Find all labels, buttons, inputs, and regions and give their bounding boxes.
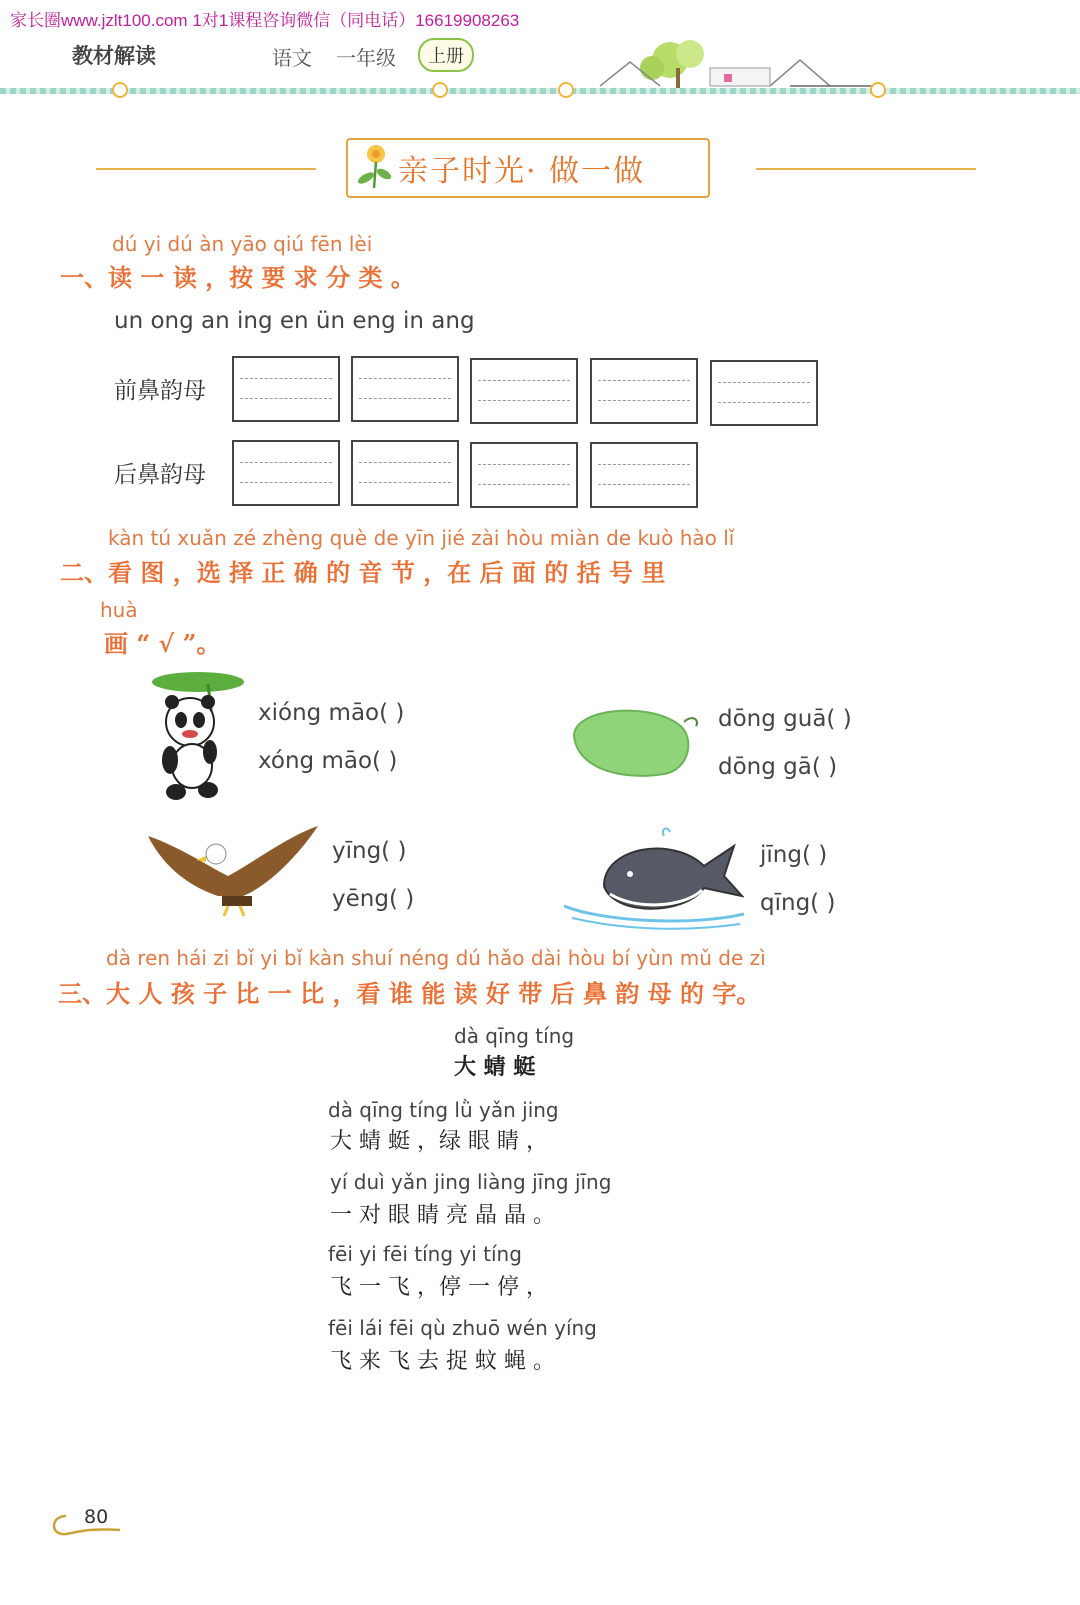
header-dot-2	[432, 82, 448, 98]
q2-pinyin: kàn tú xuǎn zé zhèng què de yīn jié zài hòu miàn de kuò hào lǐ	[108, 526, 735, 550]
answer-box-front-1[interactable]	[232, 356, 340, 422]
panda-illustration	[148, 670, 248, 804]
page-number: 80	[84, 1506, 109, 1528]
answer-box-front-5[interactable]	[710, 360, 818, 426]
header-dot-1	[112, 82, 128, 98]
poem-line-3-pinyin: fēi yi fēi tíng yi tíng	[328, 1242, 522, 1266]
q2-title-2: 画 “ √ ”。	[104, 629, 221, 658]
option-melon-b[interactable]: dōng gā( )	[718, 754, 838, 780]
poem-line-1: 大 蜻 蜓 ，绿 眼 睛 ，	[330, 1129, 548, 1154]
poem-title: 大 蜻 蜓	[454, 1054, 536, 1080]
banner-title: 亲子时光· 做一做	[398, 154, 646, 189]
header-book-title: 教材解读	[72, 44, 156, 68]
poem-line-4: 飞 来 飞 去 捉 蚊 蝇 。	[330, 1349, 555, 1374]
q1-title: 一、读 一 读 ，按 要 求 分 类 。	[60, 263, 415, 292]
header-divider	[0, 88, 1080, 94]
poem-line-4-pinyin: fēi lái fēi qù zhuō wén yíng	[328, 1316, 597, 1340]
back-nasal-label: 后鼻韵母	[114, 462, 206, 488]
header-dot-3	[558, 82, 574, 98]
answer-box-back-2[interactable]	[351, 440, 459, 506]
header-dot-4	[870, 82, 886, 98]
header-volume-badge: 上册	[418, 38, 474, 72]
watermark-text: 家长圈www.jzlt100.com 1对1课程咨询微信（同电话）16619908263	[10, 11, 520, 30]
option-whale-a[interactable]: jīng( )	[760, 842, 828, 868]
answer-box-back-3[interactable]	[470, 442, 578, 508]
q3-title: 三、大 人 孩 子 比 一 比 ，看 谁 能 读 好 带 后 鼻 韵 母 的 字。	[58, 979, 761, 1008]
q1-pinyin: dú yi dú àn yāo qiú fēn lèi	[112, 232, 373, 256]
option-panda-a[interactable]: xióng māo( )	[258, 700, 405, 726]
answer-box-front-4[interactable]	[590, 358, 698, 424]
answer-box-front-2[interactable]	[351, 356, 459, 422]
banner-rule-right	[756, 168, 976, 170]
option-panda-b[interactable]: xóng māo( )	[258, 748, 398, 774]
banner-rule-left	[96, 168, 316, 170]
header-subject: 语文	[272, 46, 312, 70]
answer-box-back-4[interactable]	[590, 442, 698, 508]
poem-title-pinyin: dà qīng tíng	[454, 1024, 575, 1048]
q2-title: 二、看 图 ，选 择 正 确 的 音 节 ，在 后 面 的 括 号 里	[60, 558, 666, 587]
winter-melon-illustration	[568, 700, 708, 782]
option-eagle-a[interactable]: yīng( )	[332, 838, 407, 864]
q1-finals-list: un ong an ing en ün eng in ang	[114, 308, 475, 334]
flower-icon	[354, 140, 394, 192]
answer-box-front-3[interactable]	[470, 358, 578, 424]
answer-box-back-1[interactable]	[232, 440, 340, 506]
q2-pinyin-2: huà	[100, 598, 138, 622]
option-whale-b[interactable]: qīng( )	[760, 890, 836, 916]
poem-line-2-pinyin: yí duì yǎn jing liàng jīng jīng	[330, 1170, 612, 1194]
front-nasal-label: 前鼻韵母	[114, 378, 206, 404]
eagle-illustration	[148, 826, 318, 918]
option-melon-a[interactable]: dōng guā( )	[718, 706, 852, 732]
header-landscape-illustration	[590, 38, 880, 90]
poem-line-1-pinyin: dà qīng tíng lǜ yǎn jing	[328, 1098, 559, 1122]
poem-line-3: 飞 一 飞 ，停 一 停 ，	[330, 1275, 548, 1300]
header-grade: 一年级	[336, 46, 396, 70]
whale-illustration	[564, 826, 744, 936]
option-eagle-b[interactable]: yēng( )	[332, 886, 415, 912]
poem-line-2: 一 对 眼 睛 亮 晶 晶 。	[330, 1203, 555, 1228]
q3-pinyin: dà ren hái zi bǐ yi bǐ kàn shuí néng dú hǎo dài hòu bí yùn mǔ de zì	[106, 946, 766, 970]
